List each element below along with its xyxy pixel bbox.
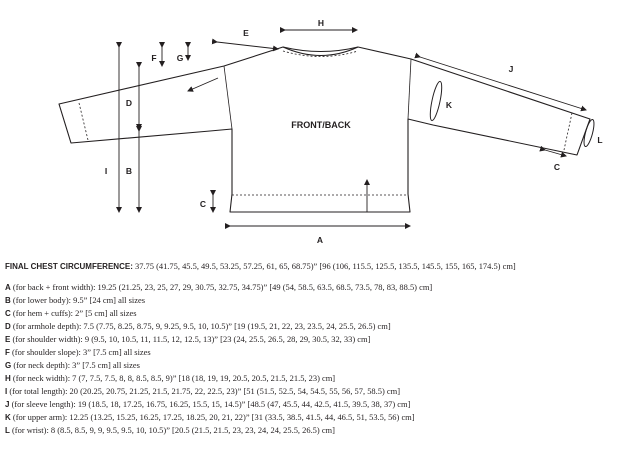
measurement-key: B: [5, 296, 11, 305]
chest-key: FINAL CHEST CIRCUMFERENCE:: [5, 262, 133, 271]
label-B: B: [125, 166, 133, 176]
label-C-hem: C: [199, 199, 207, 209]
measurement-value: (for hem + cuffs): 2” [5 cm] all sizes: [12, 308, 137, 318]
measurement-line-C: [5, 307, 137, 320]
label-F: F: [151, 53, 157, 63]
measurement-value: (for lower body): 9.5” [24 cm] all sizes: [12, 295, 146, 305]
measurement-value: (for wrist): 8 (8.5, 8.5, 9, 9, 9.5, 9.5, 10, 10.5)” [20.5 (21.5, 21.5, 23, 23, 24, 24, 25.5, 26.5) cm]: [12, 425, 335, 435]
left-cuff-line: [79, 103, 88, 140]
right-armhole-seam: [408, 59, 411, 119]
front-back-label: FRONT/BACK: [291, 120, 351, 130]
measurement-line-J: [5, 398, 410, 411]
measurement-key: G: [5, 361, 12, 370]
measurement-value: (for shoulder slope): 3” [7.5 cm] all sizes: [12, 347, 151, 357]
right-cuff-line: [564, 113, 572, 150]
measurement-value: (for upper arm): 12.25 (13.25, 15.25, 16.25, 17.25, 18.25, 20, 21, 22)” [31 (33.5, 38.5, 41.5, 44, 46.5, 51, 53.5, 56) cm]: [12, 412, 415, 422]
measurement-line-G: [5, 359, 140, 372]
measurement-key: E: [5, 335, 11, 344]
chest-value: 37.75 (41.75, 45.5, 49.5, 53.25, 57.25, 61, 65, 68.75)” [96 (106, 115.5, 125.5, 135.5, 145.5, 155, 165, 174.5) cm]: [134, 261, 516, 271]
label-J: J: [508, 64, 514, 74]
measurement-key: L: [5, 426, 10, 435]
measurement-line-E: [5, 333, 370, 346]
measurement-value: (for armhole depth): 7.5 (7.75, 8.25, 8.75, 9, 9.25, 9.5, 10, 10.5)” [19 (19.5, 21, 22, 23, 23.5, 24, 25.5, 26.5) cm]: [12, 321, 391, 331]
measurement-key: H: [5, 374, 11, 383]
measurement-key: D: [5, 322, 11, 331]
label-H: H: [317, 18, 325, 28]
measurement-value: (for neck depth): 3” [7.5 cm] all sizes: [13, 360, 140, 370]
label-G: G: [176, 53, 184, 63]
measurement-value: (for sleeve length): 19 (18.5, 18, 17.25, 16.75, 16.25, 15.5, 15, 14.5)” [48.5 (47, 45.5, 44, 42.5, 41.5, 39.5, 38, 37) cm]: [11, 399, 411, 409]
measurement-key: A: [5, 283, 11, 292]
measurement-line-F: [5, 346, 151, 359]
chest-circumference: [5, 260, 516, 273]
label-E: E: [243, 28, 249, 38]
label-A: A: [316, 235, 324, 245]
dimension-line-J: [420, 57, 586, 110]
dimension-line-E: [217, 42, 278, 49]
measurement-line-K: [5, 411, 415, 424]
measurement-key: C: [5, 309, 11, 318]
measurement-line-B: [5, 294, 145, 307]
label-K: K: [445, 100, 453, 110]
upper-arm-circumference-marker: [428, 81, 444, 122]
label-L: L: [597, 135, 603, 145]
measurement-line-L: [5, 424, 335, 437]
left-armhole-seam: [224, 66, 232, 129]
measurement-key: I: [5, 387, 8, 396]
measurement-key: K: [5, 413, 11, 422]
measurement-value: (for neck width): 7 (7, 7.5, 7.5, 8, 8, 8.5, 8.5, 9)” [18 (18, 19, 19, 20.5, 20.5, 21.5, 21.5, 23) cm]: [12, 373, 336, 383]
measurement-value: (for shoulder width): 9 (9.5, 10, 10.5, 11, 11.5, 12, 12.5, 13)” [23 (24, 25.5, 26.5, 28, 29, 30.5, 32, 33) cm]: [12, 334, 371, 344]
measurement-value: (for back + front width): 19.25 (21.25, 23, 25, 27, 29, 30.75, 32.75, 34.75)” [49 (54, 58.5, 63.5, 68.5, 73.5, 78, 83, 88.5) cm]: [12, 282, 433, 292]
wrist-circumference-marker: [582, 119, 596, 148]
measurement-line-I: [5, 385, 400, 398]
dimension-labels: [105, 18, 603, 245]
label-C-cuff: C: [553, 162, 561, 172]
label-I: I: [104, 166, 108, 176]
measurement-value: (for total length): 20 (20.25, 20.75, 21.25, 21.5, 21.75, 22, 22.5, 23)” [51 (51.5, 52.5, 54, 54.5, 55, 56, 57, 58.5) cm]: [9, 386, 401, 396]
measurement-line-A: [5, 281, 432, 294]
label-D: D: [125, 98, 133, 108]
measurement-line-D: [5, 320, 391, 333]
measurement-line-H: [5, 372, 335, 385]
measurement-key: F: [5, 348, 10, 357]
measurement-key: J: [5, 400, 10, 409]
back-armhole-pointer: [188, 78, 218, 91]
dimension-lines: [119, 30, 586, 226]
